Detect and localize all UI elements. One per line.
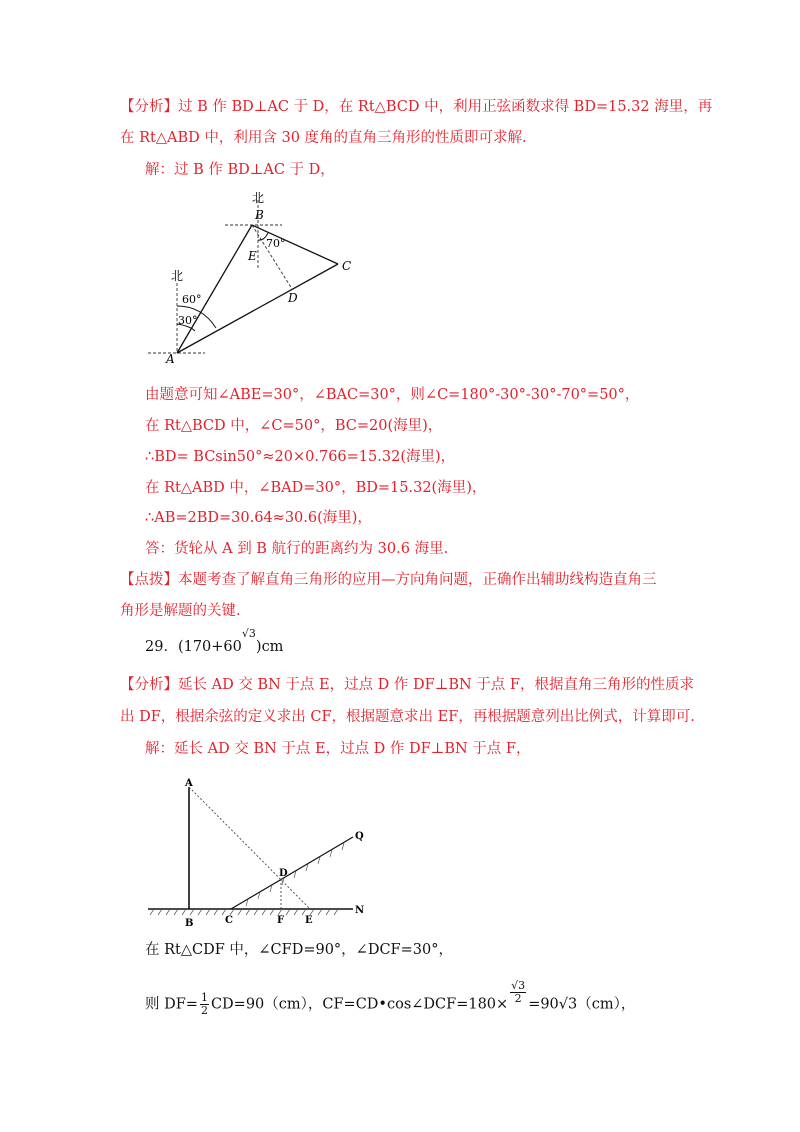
step-1: 由题意可知∠ABE=30°，∠BAC=30°，则∠C=180°-30°-30°-70°=50°， xyxy=(145,387,640,403)
step2-suffix: =90√3（cm）， xyxy=(528,996,636,1013)
segment-ac xyxy=(177,264,338,353)
fraction-one-half xyxy=(200,992,209,1017)
label2-d: D xyxy=(279,868,288,879)
frac2-num: √3 xyxy=(511,979,526,992)
slope-hatching xyxy=(246,843,344,906)
step-4: 在 Rt△ABD 中，∠BAD=30°，BD=15.32(海里)， xyxy=(145,480,487,496)
figure-1-svg xyxy=(140,188,370,363)
step-5: ∴AB=2BD=30.64≈30.6(海里)， xyxy=(145,510,372,526)
analysis-line-2: 在 Rt△ABD 中，利用含 30 度角的直角三角形的性质即可求解. xyxy=(120,130,527,146)
label-north-a: 北 xyxy=(171,269,184,283)
analysis2-line-1: 【分析】延长 AD 交 BN 于点 E，过点 D 作 DF⊥BN 于点 F，根据直角三角形的性质求 xyxy=(120,677,694,693)
step-2: 在 Rt△BCD 中，∠C=50°，BC=20(海里)， xyxy=(145,418,443,434)
segment-ab xyxy=(177,225,252,353)
label-north-b: 北 xyxy=(252,191,265,205)
tip-line-2: 角形是解题的关键. xyxy=(120,603,241,619)
label-angle-70: 70° xyxy=(266,237,286,250)
label2-e: E xyxy=(305,915,313,926)
solution2-intro: 解：延长 AD 交 BN 于点 E，过点 D 作 DF⊥BN 于点 F， xyxy=(145,741,531,757)
step2-prefix: 则 DF= xyxy=(145,996,198,1013)
segment-bc xyxy=(252,225,338,264)
step2-1: 在 Rt△CDF 中，∠CFD=90°，∠DCF=30°， xyxy=(145,942,453,958)
step-3: ∴BD= BCsin50°≈20×0.766=15.32(海里)， xyxy=(145,449,456,465)
step-6: 答：货轮从 A 到 B 航行的距离约为 30.6 海里. xyxy=(145,541,449,557)
analysis2-line-2: 出 DF，根据余弦的定义求出 CF，根据题意求出 EF，再根据题意列出比例式，计算即可. xyxy=(120,709,695,725)
frac1-num: 1 xyxy=(200,991,208,1004)
figure-pole-shadow xyxy=(148,775,378,935)
figure-ships-bearing xyxy=(140,188,370,363)
analysis-line-1: 【分析】过 B 作 BD⊥AC 于 D，在 Rt△BCD 中，利用正弦函数求得 BD=15.32 海里，再 xyxy=(120,99,713,115)
label-b: B xyxy=(255,208,264,222)
step2-2 xyxy=(145,979,636,1017)
label-c: C xyxy=(342,259,352,273)
label2-f: F xyxy=(277,915,285,926)
answer-prefix: 29．(170+60 xyxy=(145,639,242,655)
label-e: E xyxy=(248,249,257,263)
label2-b: B xyxy=(185,918,194,929)
line-ae xyxy=(189,787,310,909)
label2-n: N xyxy=(355,905,365,916)
figure-2-svg xyxy=(148,775,378,935)
label2-q: Q xyxy=(355,831,364,842)
answer-sqrt: √3 xyxy=(241,627,256,640)
label-angle-60: 60° xyxy=(182,293,202,306)
answer-29 xyxy=(145,627,284,658)
label-d: D xyxy=(288,291,298,305)
fraction-sqrt3-half xyxy=(510,980,526,1005)
label2-c: C xyxy=(225,915,233,926)
solution-intro: 解：过 B 作 BD⊥AC 于 D， xyxy=(145,162,335,178)
frac1-den: 2 xyxy=(200,1004,208,1017)
label-a: A xyxy=(166,352,175,363)
label-angle-30: 30° xyxy=(178,314,198,327)
frac2-den: 2 xyxy=(514,992,522,1005)
label2-a: A xyxy=(185,778,193,789)
tip-line-1: 【点拨】本题考查了解直角三角形的应用—方向角问题，正确作出辅助线构造直角三 xyxy=(120,572,657,588)
answer-suffix: )cm xyxy=(255,639,284,655)
step2-middle: CD=90（cm），CF=CD•cos∠DCF=180× xyxy=(210,996,509,1013)
